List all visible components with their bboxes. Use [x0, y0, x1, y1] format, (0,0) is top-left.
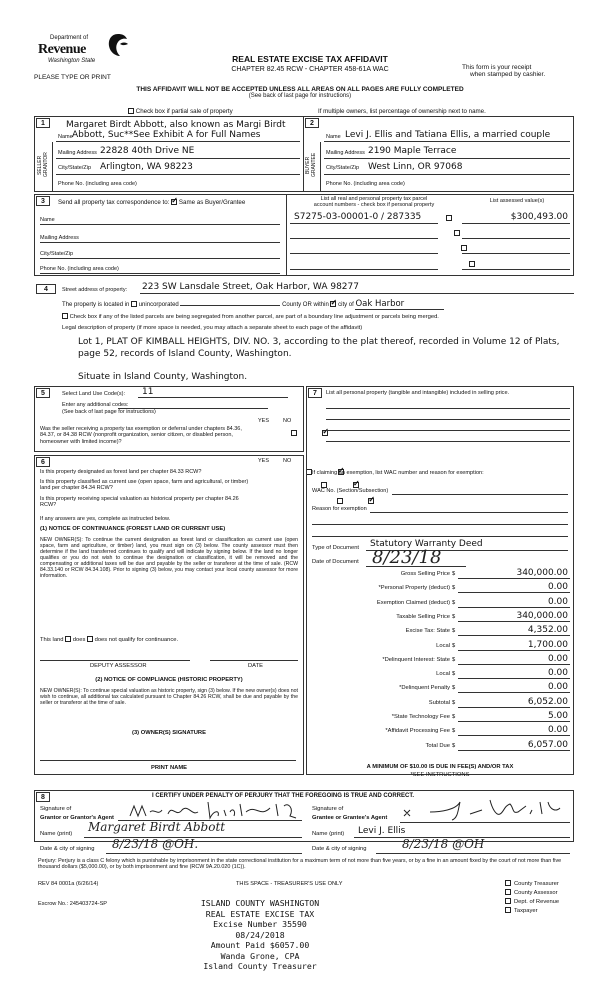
grantee-sig-label-1: Signature of [312, 806, 344, 812]
grantor-date-city: 8/23/18 @OH. [112, 837, 199, 851]
land-use-code: 11 [142, 387, 154, 397]
amount-value: 0.00 [547, 682, 568, 693]
section-8-number: 8 [36, 792, 50, 802]
sec5-no: NO [283, 418, 292, 424]
amount-value: 6,057.00 [527, 739, 568, 750]
amount-value: 0.00 [547, 596, 568, 607]
grantee-mailing-label: Mailing Address [326, 150, 365, 156]
parcel-3-personal-checkbox[interactable] [461, 245, 467, 251]
send-tax-label: Send all property tax correspondence to: [58, 199, 170, 206]
current-use-question: Is this property classified as current use (open space, farm and agricultural, or timber) land per chapter 84.34 RCW? [40, 479, 249, 492]
sec6-yes: YES [258, 458, 270, 464]
amount-label: Exemption Claimed (deduct) [376, 599, 450, 606]
land-use-label: Select Land Use Code(s): [62, 391, 125, 397]
grantor-name-print-label: Name (print) [40, 831, 73, 837]
section-1-number: 1 [36, 118, 50, 128]
copy-label: Taxpayer [514, 908, 538, 914]
copy-row [505, 898, 559, 907]
stamp-line: Island County Treasurer [203, 961, 317, 971]
unincorporated-checkbox[interactable] [131, 301, 137, 307]
sec3-name-label: Name [40, 217, 55, 223]
parcel-1-personal-checkbox[interactable] [446, 215, 452, 221]
qualify-row [40, 636, 178, 644]
city-of-label: city of [338, 302, 354, 308]
notice-continuance-text: NEW OWNER(S): To continue the current designation as forest land or classification as current use (open space, farm and agriculture, or timber) land, you must sign on (3) below. The county assessor must then determine if the land transferred continues to qualify and will indicate by signing below. If the land no longer qualifies or you do not wish to continue the designation or classification, it will be removed and the compensating or additional taxes will be due and payable by the seller or transferor at the time of sale. (RCW 84.33.140 or RCW 84.34.108). Prior to signing (3) below, you may contact your local county assessor for more information. [40, 537, 298, 579]
stamp-line: ISLAND COUNTY WASHINGTON [200, 898, 320, 908]
sec3-mailing-label: Mailing Address [40, 235, 79, 241]
amount-label: Subtotal [428, 699, 450, 706]
amount-label: Local [436, 671, 450, 678]
section-2-number: 2 [305, 118, 319, 128]
treasurer-use-only: THIS SPACE - TREASURER'S USE ONLY [236, 881, 343, 887]
grantee-phone-label: Phone No. (including area code) [326, 181, 405, 187]
document-date-label: Date of Document [312, 559, 359, 565]
parcel-2-personal-checkbox[interactable] [454, 230, 460, 236]
document-type-label: Type of Document [312, 545, 360, 551]
amount-label: *Delinquent Interest: State [382, 656, 450, 663]
section-7-number: 7 [308, 388, 322, 398]
dollar-sign: $ [452, 714, 456, 720]
grantee-city: West Linn, OR 97068 [368, 162, 463, 172]
dollar-sign: $ [452, 613, 456, 620]
deputy-date-label: DATE [248, 663, 264, 669]
amount-label: Gross Selling Price [400, 571, 450, 577]
notice-compliance-text: NEW OWNER(S): To continue special valuation as historic property, sign (3) below. If the new owner(s) does not wish to continue, all additional tax calculated pursuant to Chapter 84.26 RCW, shall be due and payable by the seller or transferor at the time of sale. [40, 688, 298, 706]
street-address: 223 SW Lansdale Street, Oak Harbor, WA 98277 [142, 282, 359, 292]
partial-sale-checkbox[interactable] [128, 108, 134, 114]
exemption-question: Was the seller receiving a property tax exemption or deferral under chapters 84.36, 84.37, or 84.38 RCW (nonprofit organization, senior citizen, or disabled person, homeowner with limited income)? [40, 426, 242, 445]
buyer-grantee-label: BUYER GRANTEE [305, 152, 317, 178]
exemption-yes-checkbox[interactable] [291, 430, 297, 436]
additional-codes-label: Enter any additional codes: [62, 402, 129, 408]
personal-property-label: List all personal property (tangible and intangible) included in selling price. [326, 390, 510, 396]
copy-checkbox[interactable] [505, 907, 511, 913]
sec3-city-label: City/State/Zip [40, 251, 74, 257]
amount-label: Excise Tax: State [405, 628, 450, 635]
unincorporated-label: unincorporated [138, 302, 179, 308]
same-as-grantee-label: Same as Buyer/Grantee [178, 199, 246, 206]
segregated-row [62, 313, 439, 321]
grantee-mailing: 2190 Maple Terrace [368, 146, 457, 156]
see-instructions-note: *SEE INSTRUCTIONS [410, 772, 470, 778]
stamp-line: Amount Paid $6057.00 [210, 940, 310, 950]
seller-grantor-label: SELLER GRANTOR [37, 152, 49, 178]
copy-checkbox[interactable] [505, 880, 511, 886]
exemption-claim-label: If claiming an exemption, list WAC number and reason for exemption: [312, 470, 484, 476]
deputy-assessor-label: DEPUTY ASSESSOR [90, 663, 147, 669]
grantee-date-label: Date & city of signing [312, 846, 367, 852]
grantor-sig-label-1: Signature of [40, 806, 72, 812]
document-date: 8/23/18 [372, 547, 442, 568]
amount-label: Total Due [425, 742, 450, 749]
grantor-name-line2: Abbott, Suc**See Exhibit A for Full Names [72, 130, 261, 140]
partial-sale-row [128, 108, 233, 115]
grantee-name-print-label: Name (print) [312, 831, 345, 837]
revenue-logo-icon [106, 32, 130, 58]
stamp-line: Excise Number 35590 [213, 919, 307, 929]
stamped-note: when stamped by cashier. [470, 71, 546, 79]
section-3-number: 3 [36, 196, 50, 206]
parcel-header-2: account numbers - check box if personal property [313, 202, 435, 209]
legal-line-3: Situate in Island County, Washington. [78, 372, 248, 382]
state-line: Washington State [48, 58, 96, 64]
city-of-checkbox[interactable] [330, 301, 336, 307]
amount-value: 0.00 [547, 725, 568, 736]
copy-row [505, 880, 559, 889]
grantee-name: Levi J. Ellis and Tatiana Ellis, a married couple [345, 130, 551, 140]
dollar-sign: $ [452, 628, 456, 635]
dollar-sign: $ [452, 699, 456, 706]
grantee-signature [400, 796, 570, 822]
stamp-line: Wanda Grone, CPA [220, 950, 300, 961]
grantor-phone-label: Phone No. (including area code) [58, 181, 137, 187]
legal-label: Legal description of property (if more space is needed, you may attach a separate sheet to each page of the affidavit) [62, 325, 363, 331]
segregated-checkbox[interactable] [62, 313, 68, 319]
assessed-value: $300,493.00 [510, 212, 568, 222]
amount-label: Taxable Selling Price [396, 613, 450, 620]
multiple-owners-note: If multiple owners, list percentage of ownership next to name. [318, 108, 486, 115]
does-not-label: does not qualify for continuance. [94, 637, 179, 643]
minimum-note: A MINIMUM OF $10.00 IS DUE IN FEE(S) AND/OR TAX [366, 764, 514, 770]
amount-label: *Delinquent Penalty [399, 685, 450, 692]
amount-value: 0.00 [547, 653, 568, 664]
revenue-wordmark: Revenue [38, 42, 86, 57]
grantee-sig-label-2: Grantee or Grantee's Agent [312, 815, 388, 821]
grantee-city-label: City/State/Zip [326, 165, 360, 171]
amount-value: 5.00 [547, 711, 568, 721]
form-title: REAL ESTATE EXCISE TAX AFFIDAVIT [232, 54, 388, 64]
amount-label: *Personal Property (deduct) [378, 585, 450, 592]
copy-distribution [505, 880, 559, 916]
grantor-date-label: Date & city of signing [40, 846, 95, 852]
stamp-line: REAL ESTATE EXCISE TAX [205, 908, 315, 919]
copy-row [505, 889, 559, 898]
print-name-label: PRINT NAME [150, 765, 188, 771]
form-chapter: CHAPTER 82.45 RCW - CHAPTER 458-61A WAC [231, 65, 389, 73]
grantor-name-line1: Margaret Birdt Abbott, also known as Margi Birdt [66, 120, 286, 130]
grantor-mailing: 22828 40th Drive NE [100, 146, 195, 156]
section-5-number: 5 [36, 388, 50, 398]
dollar-sign: $ [452, 599, 456, 606]
warning-text: THIS AFFIDAVIT WILL NOT BE ACCEPTED UNLESS ALL AREAS ON ALL PAGES ARE FULLY COMPLETED [136, 86, 464, 93]
amount-value: 0.00 [547, 668, 568, 679]
historic-question: Is this property receiving special valuation as historical property per chapter 84.26 RCW? [40, 496, 239, 509]
see-back-text: (See back of last page for instructions) [248, 93, 352, 100]
escrow-number: Escrow No.: 245403724-SP [38, 901, 108, 907]
forest-question: Is this property designated as forest land per chapter 84.33 RCW? [40, 469, 202, 475]
dollar-sign: $ [452, 742, 456, 749]
reason-label: Reason for exemption [312, 506, 367, 512]
section-4-number: 4 [36, 284, 56, 294]
dollar-sign: $ [452, 642, 456, 649]
dollar-sign: $ [452, 685, 456, 692]
copy-label: County Assessor [514, 890, 558, 896]
parcel-number: S7275-03-00001-0 / 287335 [294, 212, 422, 222]
notice-compliance-title: (2) NOTICE OF COMPLIANCE (HISTORIC PROPERTY) [95, 677, 243, 683]
city-value: Oak Harbor [355, 299, 444, 310]
street-label: Street address of property: [62, 287, 128, 293]
dollar-sign: $ [452, 728, 456, 735]
sec6-no: NO [283, 458, 292, 464]
copy-label: County Treasurer [514, 881, 559, 887]
parcel-4-personal-checkbox[interactable] [469, 261, 475, 267]
wac-label: WAC No. (Section/Subsection) [312, 488, 389, 494]
same-as-grantee-checkbox[interactable] [171, 199, 177, 205]
amount-value: 6,052.00 [527, 696, 568, 707]
this-land-label: This land [40, 637, 64, 643]
treasurer-stamp [150, 898, 370, 972]
grantor-printed-name: Margaret Birdt Abbott [88, 820, 226, 834]
partial-sale-label: Check box if partial sale of property [135, 108, 233, 115]
amount-value: 340,000.00 [516, 610, 568, 621]
dept-line: Department of [50, 35, 89, 41]
location-row [62, 300, 444, 310]
grantor-city: Arlington, WA 98223 [100, 162, 193, 172]
document-type: Statutory Warranty Deed [370, 539, 483, 549]
grantee-name-label: Name [326, 134, 341, 140]
section-6-number: 6 [36, 457, 50, 467]
amount-value: 1,700.00 [527, 639, 568, 650]
amount-label: Local [436, 642, 450, 649]
located-in-label: The property is located in [62, 302, 130, 308]
sec3-phone-label: Phone No. (including area code) [40, 266, 119, 272]
amount-value: 0.00 [547, 582, 568, 593]
if-yes-note: If any answers are yes, complete as instructed below. [40, 516, 171, 522]
grantor-signature [126, 798, 302, 822]
parcel-header-1: List all real and personal property tax parcel [320, 196, 428, 202]
segregated-label: Check box if any of the listed parcels are being segregated from another parcel, are part of a boundary line adjustment or parcels being merged. [69, 314, 439, 320]
grantor-city-label: City/State/Zip [58, 165, 92, 171]
stamp-line: 08/24/2018 [235, 929, 285, 940]
amount-label: *State Technology Fee [391, 714, 450, 720]
send-tax-row [58, 199, 245, 206]
legal-line-2: page 52, records of Island County, Washington. [78, 349, 292, 359]
grantee-printed-name: Levi J. Ellis [358, 826, 406, 836]
grantor-name-label: Name [58, 134, 73, 140]
revenue-logo [38, 32, 138, 72]
assessed-header: List assessed value(s) [489, 198, 545, 204]
dollar-sign: $ [452, 671, 456, 678]
grantor-sig-label-2: Grantor or Grantor's Agent [40, 815, 114, 821]
copy-checkbox[interactable] [505, 889, 511, 895]
perjury-note: Perjury: Perjury is a class C felony which is punishable by imprisonment in the state correctional institution for a maximum term of not more than five years, or by a fine in an amount fixed by the court of not more than five thousand dollars ($5,000.00), or by both imprisonment and fine (RCW 9A.20.020 (1C)). [38, 858, 562, 871]
dollar-sign: $ [452, 585, 456, 592]
receipt-note: This form is your receipt [462, 64, 532, 71]
amount-label: *Affidavit Processing Fee [385, 728, 450, 735]
legal-line-1: Lot 1, PLAT OF KIMBALL HEIGHTS, DIV. NO. 3, according to the plat thereof, recorded in Volume 12 of Plats, [78, 337, 560, 347]
county-or-within-label: County OR within [282, 302, 329, 308]
amount-value: 4,352.00 [527, 625, 568, 636]
grantor-mailing-label: Mailing Address [58, 150, 97, 156]
rev-number: REV 84 0001a (6/26/14) [38, 881, 99, 887]
amount-value: 340,000.00 [516, 568, 568, 578]
owner-signature-title: (3) OWNER(S) SIGNATURE [132, 730, 206, 736]
sec5-see-back: (See back of last page for instructions) [62, 409, 156, 415]
certify-statement: I CERTIFY UNDER PENALTY OF PERJURY THAT THE FOREGOING IS TRUE AND CORRECT. [152, 793, 415, 799]
does-not-checkbox[interactable] [87, 636, 93, 642]
copy-row [505, 907, 559, 916]
dollar-sign: $ [452, 656, 456, 663]
notice-continuance-title: (1) NOTICE OF CONTINUANCE (FOREST LAND OR CURRENT USE) [40, 526, 226, 532]
copy-checkbox[interactable] [505, 898, 511, 904]
sec5-yes: YES [258, 418, 270, 424]
does-label: does [72, 637, 86, 643]
please-type: PLEASE TYPE OR PRINT [34, 74, 111, 81]
grantee-date-city: 8/23/18 @OH [402, 837, 485, 851]
dollar-sign: $ [452, 571, 456, 577]
does-checkbox[interactable] [65, 636, 71, 642]
copy-label: Dept. of Revenue [514, 899, 560, 905]
